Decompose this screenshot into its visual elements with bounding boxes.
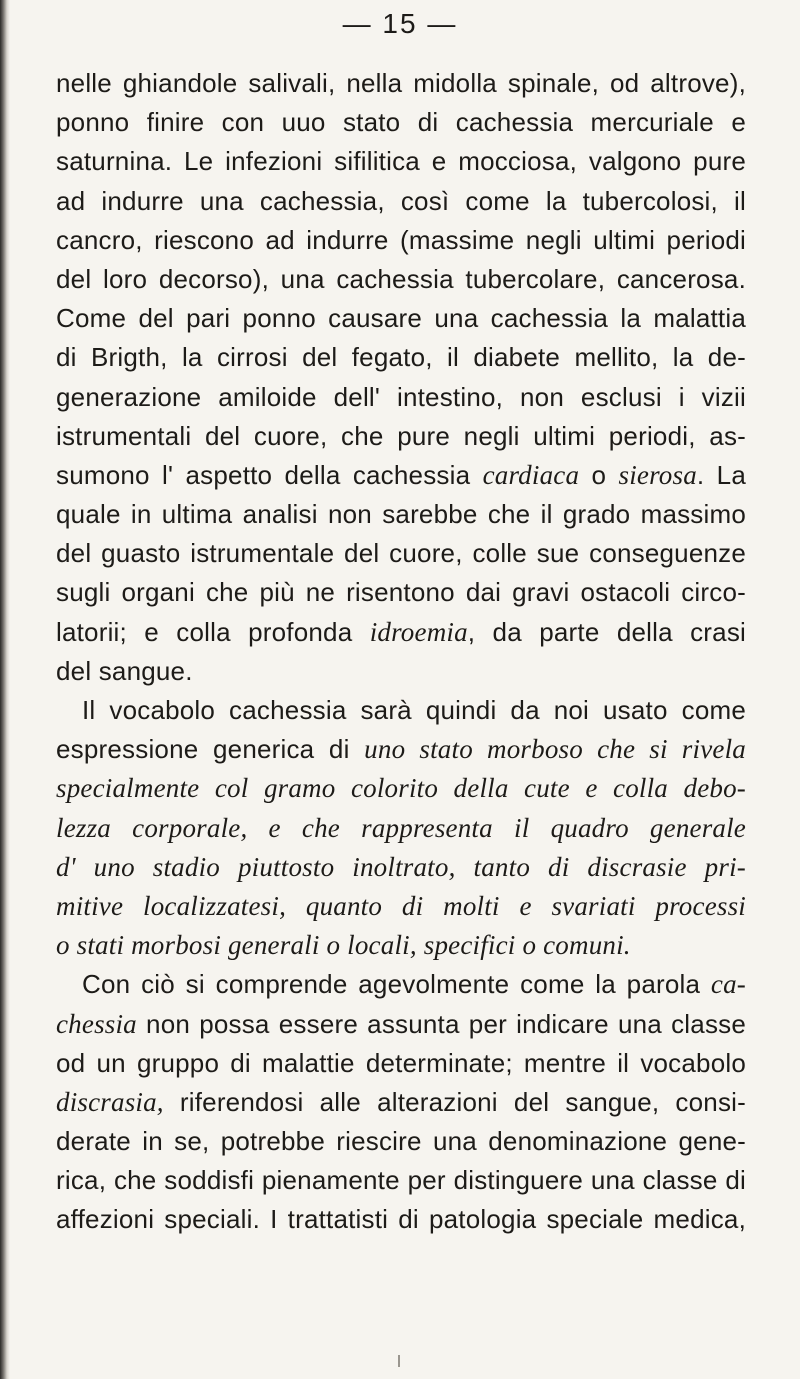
text-run: od un gruppo di malattie determinate; mentre il vocabolo [56,1047,746,1078]
text-line [56,456,746,495]
text-run: Il vocabolo cachessia sarà quindi da noi usato come [82,695,746,725]
text-line [56,299,746,338]
body-text [56,64,746,1240]
italic-text: discrasia, [56,1086,164,1117]
text-run: del sangue. [56,655,193,686]
text-run: derate in se, potrebbe riescire una denominazione gene- [56,1126,746,1157]
italic-text: idroemia [369,616,468,647]
text-run: di Brigth, la cirrosi del fegato, il diabete mellito, la de- [56,342,746,373]
text-run: latorii; e colla profonda [56,616,370,647]
page-number-header: — 15 — [342,8,458,39]
text-run: sumono l' aspetto della cachessia [56,459,483,490]
text-line [56,652,746,691]
text-run: istrumentali del cuore, che pure negli ultimi periodi, as- [56,420,746,451]
text-run: ponno finire con uuo stato di cachessia mercuriale e [56,107,746,138]
text-run: sugli organi che più ne risentono dai gravi ostacoli circo- [56,577,746,608]
text-line [56,260,746,299]
text-line [56,730,746,769]
text-run: generazione amiloide dell' intestino, non esclusi i vizii [56,381,746,412]
text-run: cancro, riescono ad indurre (massime negli ultimi periodi [56,224,746,255]
text-line [56,1200,746,1239]
text-run: nelle ghiandole salivali, nella midolla spinale, od altrove), [56,68,746,98]
text-line [56,338,746,377]
italic-text: sierosa [618,459,697,490]
italic-text: ca- [710,969,746,1000]
text-run: riferendosi alle alterazioni del sangue, consi- [163,1086,746,1117]
text-line [56,1083,746,1122]
text-run: o [579,459,619,490]
text-line [56,1161,746,1200]
italic-text: chessia [56,1008,137,1039]
text-line [56,378,746,417]
text-line [56,887,746,926]
text-run: non possa essere assunta per indicare una classe [136,1008,746,1039]
italic-text: mitive localizzatesi, quanto di molti e svariati processi [56,890,746,921]
text-line [56,534,746,573]
text-run: del loro decorso), una cachessia tubercolare, cancerosa. [56,263,746,294]
text-line [56,103,746,142]
text-line [56,769,746,808]
text-line [56,142,746,181]
text-line [56,691,746,730]
text-line [56,573,746,612]
text-line [56,613,746,652]
italic-text: specialmente col gramo colorito della cute e colla debo- [56,773,746,804]
text-run: del guasto istrumentale del cuore, colle sue conseguenze [56,538,746,569]
text-line [56,64,746,103]
text-run: ad indurre una cachessia, così come la tubercolosi, il [56,185,746,216]
text-run: espressione generica di [56,734,365,765]
text-run: Con ciò si comprende agevolmente come la parola [82,969,711,1000]
text-run: . La [696,459,746,490]
italic-text: cardiaca [482,459,580,490]
italic-text: lezza corporale, e che rappresenta il quadro generale [56,812,746,843]
italic-text: o stati morbosi generali o locali, specifici o comuni. [56,930,631,961]
text-line [56,848,746,887]
text-line [56,809,746,848]
text-line [56,965,746,1004]
text-run: rica, che soddisfi pienamente per distinguere una classe di [56,1165,746,1196]
text-run: saturnina. Le infezioni sifilitica e mocciosa, valgono pure [56,146,746,177]
text-line [56,182,746,221]
print-mark [398,1355,400,1367]
text-line [56,495,746,534]
text-line [56,926,746,965]
text-run: affezioni speciali. I trattatisti di patologia speciale medica, [56,1204,746,1235]
text-run: quale in ultima analisi non sarebbe che il grado massimo [56,499,746,530]
italic-text: d' uno stadio piuttosto inoltrato, tanto di discrasie pri- [56,851,746,882]
text-line [56,1044,746,1083]
text-run: Come del pari ponno causare una cachessia la malattia [56,303,746,334]
text-line [56,1122,746,1161]
italic-text: uno stato morboso che si rivela [364,734,746,765]
page-binding-edge [0,0,10,1379]
text-line [56,1005,746,1044]
text-line [56,417,746,456]
text-line [56,221,746,260]
text-run: , da parte della crasi [467,616,746,647]
